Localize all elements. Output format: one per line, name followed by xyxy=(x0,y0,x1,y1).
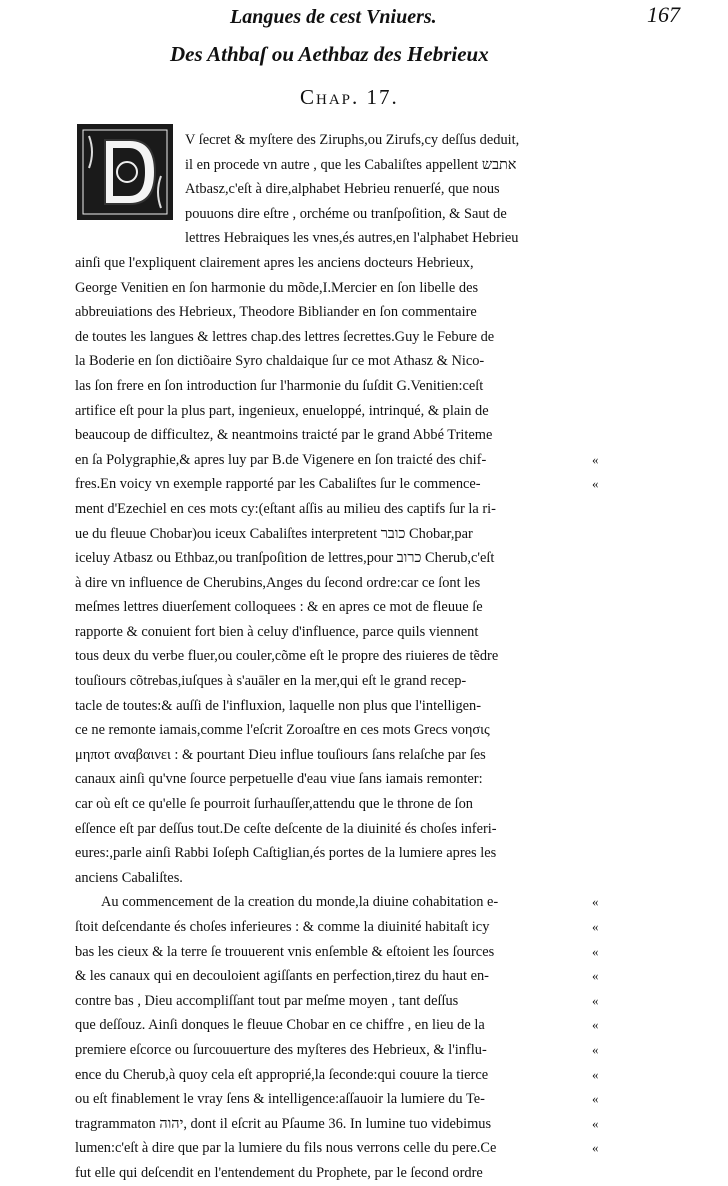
text-line: eures:,parle ainſi Rabbi Ioſeph Caſtiglian,és portes de la lumiere apres les xyxy=(75,845,497,862)
text-line: rapporte & conuient fort bien à celuy d'influence, parce quils viennent xyxy=(75,623,479,640)
text-line: μηποτ αναβαινει : & pourtant Dieu influe touſiours ſans relaſche par ſes xyxy=(75,746,486,763)
margin-marker xyxy=(592,497,622,522)
text-line: iceluy Atbasz ou Ethbaz,ou tranſpoſition de lettres,pour כרוב Cherub,c'eſt xyxy=(75,550,495,567)
margin-marker: « xyxy=(592,1091,599,1107)
margin-marker: « xyxy=(592,968,599,984)
text-line: las ſon frere en ſon introduction ſur l'harmonie du ſuſdit G.Venitien:ceſt xyxy=(75,377,484,394)
text-line: de toutes les langues & lettres chap.des lettres ſecrettes.Guy le Febure de xyxy=(75,328,495,345)
margin-marker xyxy=(592,202,622,227)
margin-marker xyxy=(592,718,622,743)
text-line: & les canaux qui en decouloient agiſſants en perfection,tirez du haut en- xyxy=(75,968,489,985)
text-line: lumen:c'eſt à dire que par la lumiere du fils nous verrons celle du pere.Ce xyxy=(75,1140,497,1157)
margin-marker xyxy=(592,177,622,202)
text-line: Atbasz,c'eſt à dire,alphabet Hebrieu renuerſé, que nous xyxy=(185,181,500,198)
text-line: à dire vn influence de Cherubins,Anges du ſecond ordre:car ce ſont les xyxy=(75,574,481,591)
margin-marker xyxy=(592,792,622,817)
margin-marker: « xyxy=(592,476,599,492)
text-line: fres.En voicy vn exemple rapporté par les Cabaliſtes ſur le commence- xyxy=(75,476,481,493)
margin-marker xyxy=(592,226,622,251)
text-line: abbreuiations des Hebrieux, Theodore Bibliander en ſon commentaire xyxy=(75,304,477,321)
text-line: il en procede vn autre , que les Cabaliſtes appellent אתבש xyxy=(185,156,517,173)
margin-marker: « xyxy=(592,451,599,467)
margin-marker xyxy=(592,866,622,891)
body-text xyxy=(75,128,587,1186)
margin-marker xyxy=(592,300,622,325)
text-line: contre bas , Dieu accompliſſant tout par meſme moyen , tant deſſus xyxy=(75,992,459,1009)
margin-marker xyxy=(592,644,622,669)
text-line: fut elle qui deſcendit en l'entendement du Prophete, par le ſecond ordre xyxy=(75,1164,483,1181)
text-line: George Venitien en ſon harmonie du mõde,I.Mercier en ſon libelle des xyxy=(75,279,479,296)
text-line: bas les cieux & la terre ſe trouuerent vnis enſemble & eſtoient les ſources xyxy=(75,943,495,960)
section-title: Des Athbaſ ou Aethbaz des Hebrieux xyxy=(170,42,489,66)
text-line: en ſa Polygraphie,& apres luy par B.de Vigenere en ſon traicté des chif- xyxy=(75,451,487,468)
text-line: artifice eſt pour la plus part, ingenieux, enueloppé, intrinqué, & plain de xyxy=(75,402,489,419)
margin-marker: « xyxy=(592,1017,599,1033)
running-title: Langues de cest Vniuers. xyxy=(230,6,437,28)
margin-marker xyxy=(592,423,622,448)
text-line: ue du fleuue Chobar)ou iceux Cabaliſtes interpretent כובר Chobar,par xyxy=(75,525,473,542)
text-line: tragrammaton יהוה, dont il eſcrit au Pſaume 36. In lumine tuo videbimus xyxy=(75,1115,492,1132)
margin-marker xyxy=(592,620,622,645)
text-line: touſiours cõtrebas,iuſques à s'auāler en la mer,qui eſt le grand recep- xyxy=(75,673,467,690)
text-line: anciens Cabaliſtes. xyxy=(75,869,183,886)
margin-marker xyxy=(592,374,622,399)
text-line: que deſſouz. Ainſi donques le fleuue Chobar en ce chiffre , en lieu de la xyxy=(75,1017,485,1034)
margin-marker xyxy=(592,841,622,866)
margin-marker xyxy=(592,546,622,571)
margin-marker xyxy=(592,153,622,178)
page-number: 167 xyxy=(647,2,680,27)
margin-marker: « xyxy=(592,894,599,910)
margin-marker xyxy=(592,767,622,792)
margin-marker xyxy=(592,571,622,596)
text-line: premiere eſcorce ou ſurcouuerture des myſteres des Hebrieux, & l'influ- xyxy=(75,1041,487,1058)
text-line: V ſecret & myſtere des Ziruphs,ou Zirufs,cy deſſus deduit, xyxy=(185,132,520,148)
text-line: ou eſt finablement le vray ſens & intelligence:aſſauoir la lumiere du Te- xyxy=(75,1091,485,1108)
margin-marker xyxy=(592,399,622,424)
text-line: tous deux du verbe fluer,ou couler,cõme eſt le propre des riuieres de tẽdre xyxy=(75,648,499,665)
text-line: lettres Hebraiques les vnes,és autres,en l'alphabet Hebrieu xyxy=(185,230,519,247)
text-line: ſtoit deſcendante és choſes inferieures : & comme la diuinité habitaſt icy xyxy=(75,919,490,935)
margin-marker xyxy=(592,743,622,768)
margin-marker xyxy=(592,817,622,842)
text-line: ment d'Ezechiel en ces mots cy:(eſtant aſſis au milieu des captifs ſur la ri- xyxy=(75,500,496,517)
margin-marker xyxy=(592,276,622,301)
text-line: eſſence eſt par deſſus tout.De ceſte deſcente de la diuinité és choſes inferi- xyxy=(75,820,497,837)
text-line: meſmes lettres diuerſement colloquees : & en apres ce mot de fleuue ſe xyxy=(75,599,483,616)
margin-marker: « xyxy=(592,1140,599,1156)
text-line: ence du Cherub,à quoy cela eſt approprié,la ſeconde:qui couure la tierce xyxy=(75,1066,489,1083)
margin-marker: « xyxy=(592,1066,599,1082)
margin-marker xyxy=(592,522,622,547)
margin-marker xyxy=(592,694,622,719)
margin-marker xyxy=(592,1161,622,1186)
text-line: pouuons dire eſtre , orchéme ou tranſpoſition, & Saut de xyxy=(185,205,507,222)
margin-marker: « xyxy=(592,919,599,934)
text-line: tacle de toutes:& auſſi de l'influxion, laquelle non plus que l'intelligen- xyxy=(75,697,482,714)
margin-marker xyxy=(592,128,622,153)
margin-marker xyxy=(592,349,622,374)
margin-marker: « xyxy=(592,1041,599,1057)
margin-marker xyxy=(592,251,622,276)
text-line: ce ne remonte iamais,comme l'eſcrit Zoroaſtre en ces mots Grecs νοησις xyxy=(75,722,490,739)
text-line: Au commencement de la creation du monde,la diuine cohabitation e- xyxy=(101,894,499,911)
margin-marker xyxy=(592,595,622,620)
text-line: ainſi que l'expliquent clairement apres les anciens docteurs Hebrieux, xyxy=(75,254,474,271)
margin-marker: « xyxy=(592,992,599,1008)
text-line: beaucoup de difficultez, & neantmoins traicté par le grand Abbé Triteme xyxy=(75,427,493,444)
text-line: car où eſt ce qu'elle ſe pourroit ſurhauſſer,attendu que le throne de ſon xyxy=(75,796,474,813)
margin-marker: « xyxy=(592,1115,599,1131)
margin-quote-markers xyxy=(592,128,622,1186)
text-line: la Boderie en ſon dictiõaire Syro chaldaique ſur ce mot Athasz & Nico- xyxy=(75,353,485,370)
chapter-heading: Chap. 17. xyxy=(300,85,399,109)
margin-marker xyxy=(592,669,622,694)
margin-marker xyxy=(592,325,622,350)
margin-marker: « xyxy=(592,943,599,959)
text-line: canaux ainſi qu'vne ſource perpetuelle d'eau viue ſans iamais remonter: xyxy=(75,771,483,788)
